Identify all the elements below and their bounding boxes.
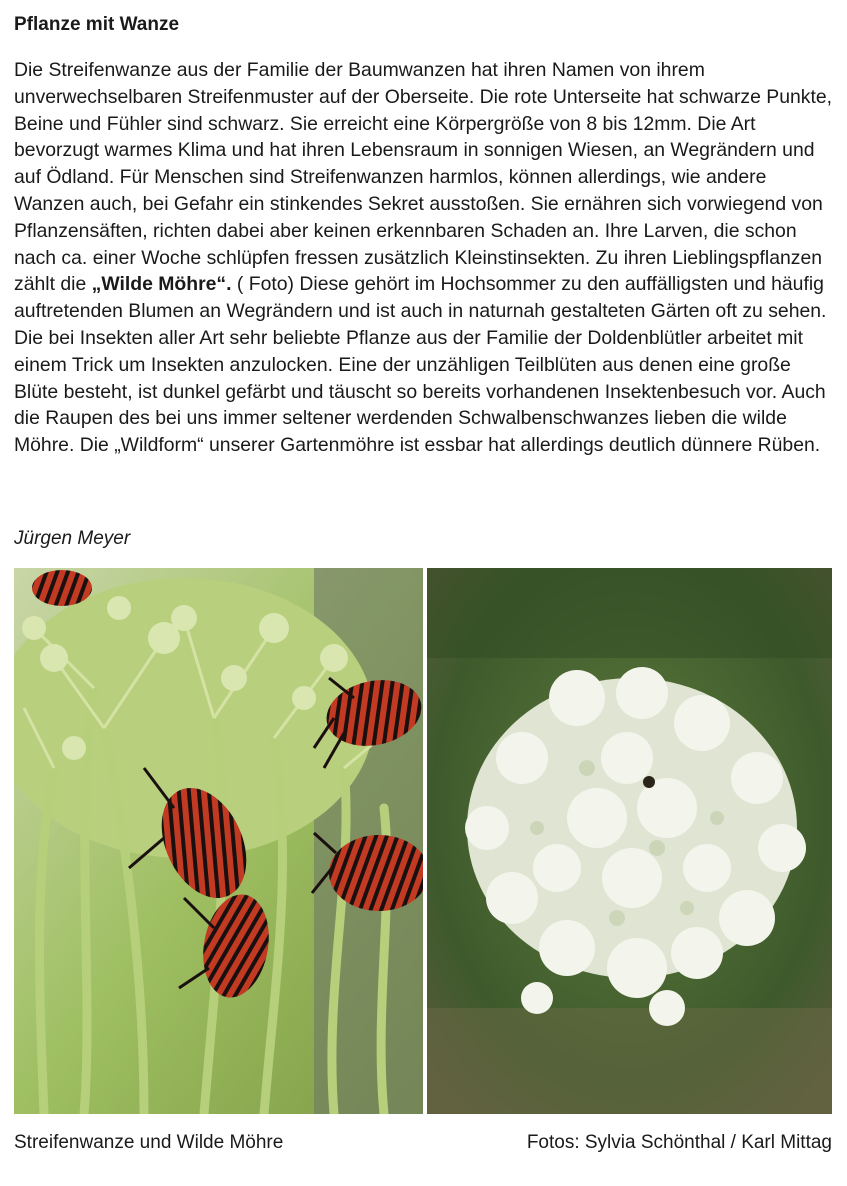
article-author: Jürgen Meyer xyxy=(14,528,131,549)
article-body-part2: ( Foto) Diese gehört im Hochsommer zu den auffälligsten und häufig auftretenden Blumen an Wegrändern und ist auch in naturnah gestalteten Gärten oft zu sehen. Die bei Insekten aller Art sehr beliebte Pflanze aus der Familie der Doldenblütler arbeitet mit einem Trick um Insekten anzulocken. Eine der unzähligen Teilblüten aus denen eine große Blüte besteht, ist dunkel gefärbt und täuscht so bereits vorhandenen Insektenbesuch vor. Auch die Raupen des bei uns immer seltener werdenden Schwalbenschwanzes lieben die wilde Möhre. Die „Wildform“ unserer Gartenmöhre ist essbar hat allerdings deutlich dünnere Rüben. xyxy=(14,273,827,457)
plant-name-highlight: „Wilde Möhre“. xyxy=(91,273,232,296)
photo-striped-bugs xyxy=(14,568,423,1114)
striped-bugs-illustration xyxy=(14,568,423,1114)
photo-wild-carrot xyxy=(427,568,832,1114)
dark-center-floret xyxy=(643,776,655,788)
wild-carrot-illustration xyxy=(427,568,832,1114)
article-title: Pflanze mit Wanze xyxy=(14,14,180,35)
article-body xyxy=(14,57,836,459)
photo-caption: Streifenwanze und Wilde Möhre xyxy=(14,1132,284,1153)
photo-credits: Fotos: Sylvia Schönthal / Karl Mittag xyxy=(526,1132,832,1153)
article-body-part1: Die Streifenwanze aus der Familie der Baumwanzen hat ihren Namen von ihrem unverwechselbaren Streifenmuster auf der Oberseite. Die rote Unterseite hat schwarze Punkte, Beine und Fühler sind schwarz. Sie erreicht eine Körpergröße von 8 bis 12mm. Die Art bevorzugt warmes Klima und hat ihren Lebensraum in sonnigen Wiesen, an Wegrändern und auf Ödland. Für Menschen sind Streifenwanzen harmlos, können allerdings, wie andere Wanzen auch, bei Gefahr ein stinkendes Sekret ausstoßen. Sie ernähren sich vorwiegend von Pflanzensäften, richten dabei aber keinen erkennbaren Schaden an. Ihre Larven, die schon nach ca. einer Woche schlüpfen fressen zusätzlich Kleinstinsekten. Zu ihren Lieblingspflanzen zählt die xyxy=(14,59,833,296)
bug-top-left xyxy=(32,570,92,606)
